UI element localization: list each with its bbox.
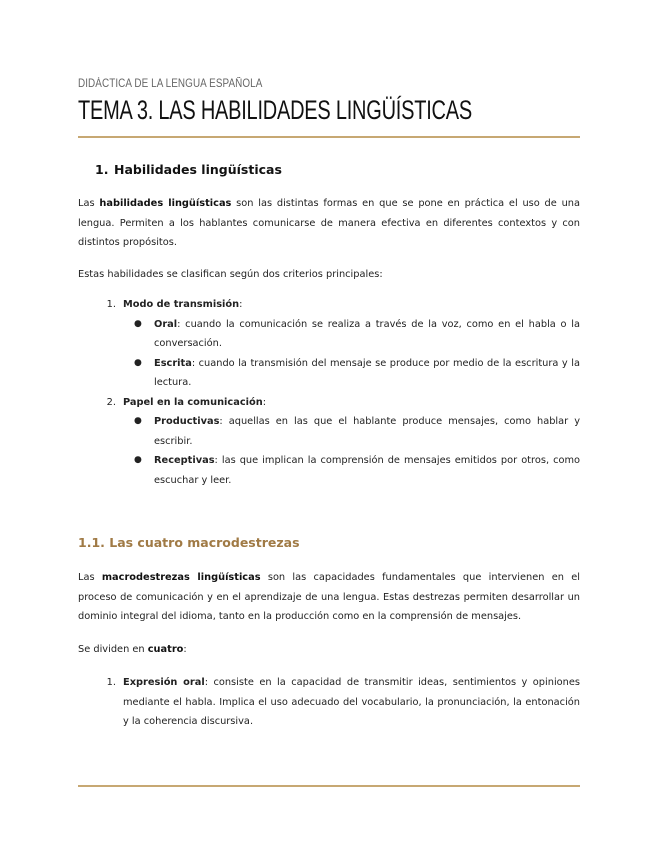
- text-run: : cuando la comunicación se realiza a través de la voz, como en el habla o la conversación.: [154, 318, 580, 349]
- text-run: :: [183, 643, 187, 655]
- list-item: [78, 295, 580, 315]
- intro-paragraph: [78, 194, 580, 253]
- list-number: 1.: [106, 299, 116, 310]
- list-number: 2.: [106, 396, 116, 408]
- bullet-body: [154, 451, 580, 490]
- bullet-body: [154, 354, 580, 393]
- bold-term: Escrita: [154, 357, 192, 369]
- bullet-item: [78, 412, 580, 451]
- bold-term: Expresión oral: [123, 677, 205, 688]
- criteria-list: [78, 295, 580, 490]
- bold-term: Oral: [154, 318, 178, 330]
- divide-paragraph: [78, 640, 580, 660]
- bullet-item: [78, 354, 580, 393]
- footer-divider: [78, 785, 580, 787]
- list-item: [78, 673, 580, 732]
- bold-term: Modo de transmisión: [123, 299, 240, 310]
- text-run: : aquellas en las que el hablante produce mensajes, como hablar y escribir.: [154, 416, 580, 447]
- bold-term: Receptivas: [154, 455, 215, 466]
- bold-term: habilidades lingüísticas: [99, 198, 232, 209]
- text-run: :: [239, 299, 243, 310]
- bullet-icon: ●: [134, 357, 142, 368]
- list-item-body: [116, 673, 580, 732]
- text-run: : consiste en la capacidad de transmitir ideas, sentimientos y opiniones mediante el habla. Implica el uso adecuado del vocabulario, la pronunciación, la entonación y la coherencia discursiva.: [123, 677, 581, 727]
- macro-paragraph: [78, 568, 580, 627]
- subject-label: DIDÁCTICA DE LA LENGUA ESPAÑOLA: [78, 78, 263, 90]
- bullet-list: [78, 412, 580, 490]
- list-item-body: [116, 393, 580, 413]
- bullet-icon: ●: [134, 416, 142, 426]
- macro-list: [78, 673, 580, 732]
- section-heading: [95, 162, 580, 177]
- text-run: : las que implican la comprensión de mensajes emitidos por otros, como escuchar y leer.: [154, 455, 580, 486]
- bullet-body: [154, 315, 580, 354]
- criteria-intro: Estas habilidades se clasifican según dos criterios principales:: [78, 268, 383, 280]
- document-header: [78, 78, 580, 126]
- page-title: TEMA 3. LAS HABILIDADES LINGÜÍSTICAS: [78, 95, 472, 125]
- bold-term: cuatro: [147, 643, 184, 655]
- bullet-item: [78, 451, 580, 490]
- document-body: [78, 162, 580, 732]
- section-title: Habilidades lingüísticas: [114, 162, 282, 177]
- text-run: Las: [78, 572, 102, 583]
- bold-term: macrodestrezas lingüísticas: [101, 572, 261, 583]
- text-run: Se dividen en: [78, 643, 148, 655]
- list-number: 1.: [106, 677, 116, 688]
- header-divider: [78, 136, 580, 138]
- section-number: 1.: [95, 162, 109, 177]
- subsection-heading: 1.1. Las cuatro macrodestrezas: [78, 535, 300, 550]
- bold-term: Papel en la comunicación: [123, 396, 263, 408]
- bold-term: Productivas: [154, 416, 220, 427]
- bullet-list: [78, 315, 580, 393]
- text-run: Las: [78, 198, 100, 209]
- text-run: : cuando la transmisión del mensaje se produce por medio de la escritura y la lectura.: [154, 357, 580, 388]
- bullet-body: [154, 412, 580, 451]
- bullet-icon: ●: [134, 318, 142, 329]
- text-run: :: [262, 396, 267, 408]
- bullet-item: [78, 315, 580, 354]
- bullet-icon: ●: [134, 455, 142, 465]
- text-run: son las distintas formas en que se pone en práctica el uso de una lengua. Permiten a los hablantes comunicarse de manera efectiva en diferentes contextos y con distintos propósitos.: [78, 198, 581, 248]
- list-item-body: [116, 295, 580, 315]
- list-item: [78, 393, 580, 413]
- text-run: son las capacidades fundamentales que intervienen en el proceso de comunicación y en el aprendizaje de una lengua. Estas destrezas permiten desarrollar un dominio integral del idioma, tanto en la producción como en la comprensión de mensajes.: [78, 572, 580, 622]
